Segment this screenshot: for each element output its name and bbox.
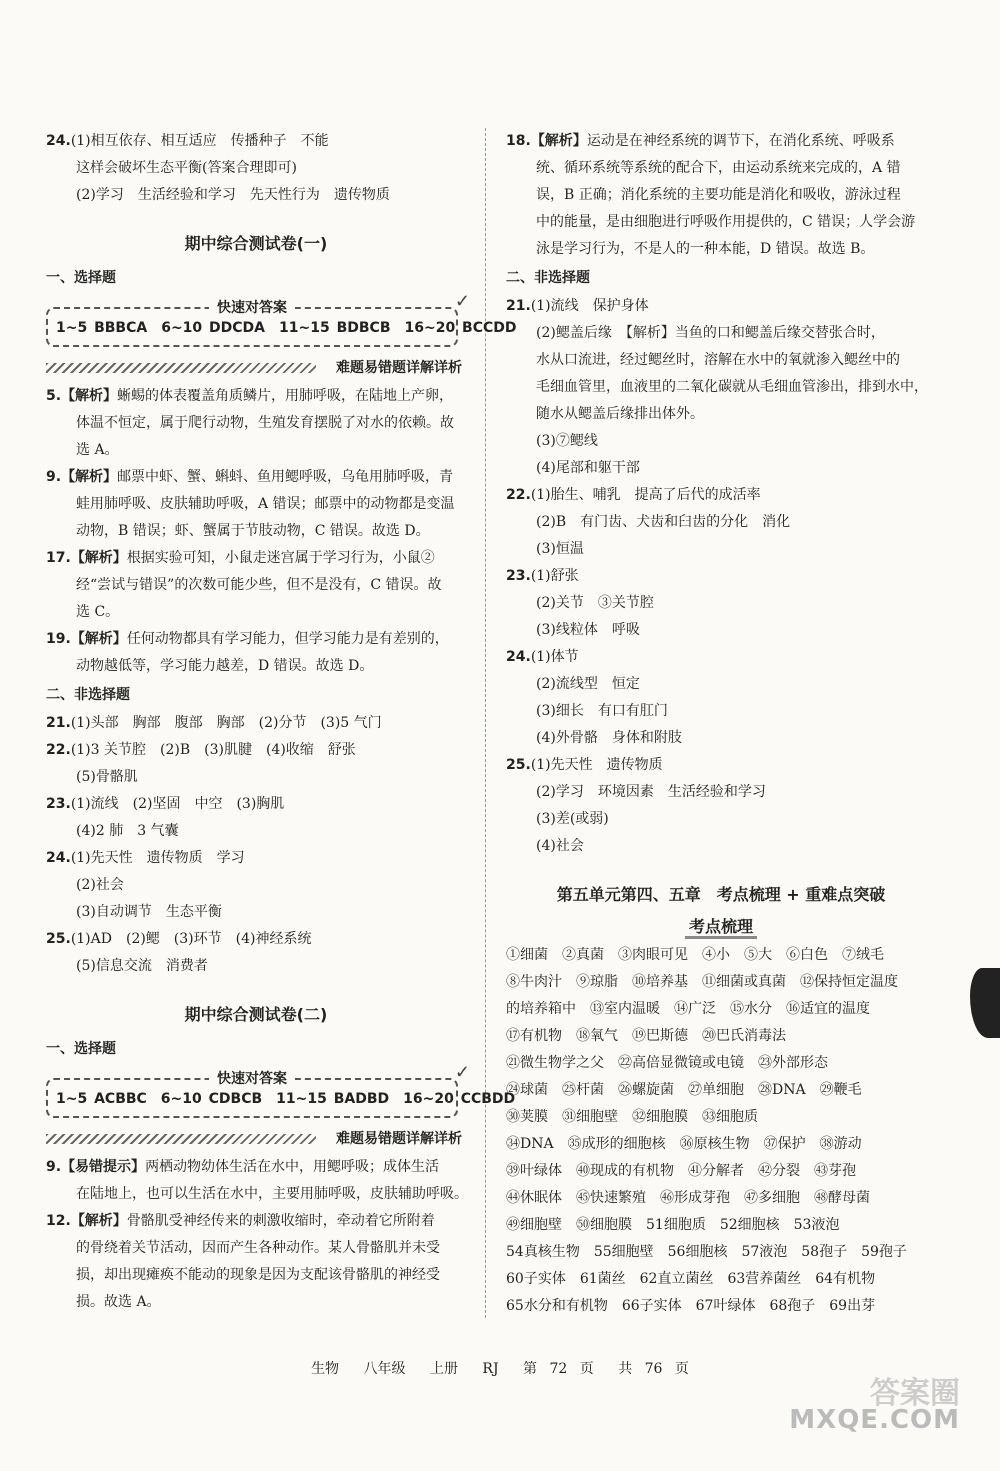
exam1-choice-heading: 一、选择题 xyxy=(46,270,116,286)
explanation-line xyxy=(46,653,466,680)
answer-line xyxy=(46,764,466,791)
line-text: 动物，B 错误；虾、蟹属于节肢动物，C 错误。故选 D。 xyxy=(76,523,430,539)
key-point-line: ①细菌 ②真菌 ③肉眼可见 ④小 ⑤大 ⑥白色 ⑦绒毛 xyxy=(506,947,884,963)
key-point-line: ⑧牛肉汁 ⑨琼脂 ⑩培养基 ⑪细菌或真菌 ⑫保持恒定温度 xyxy=(506,974,898,990)
line-text: 中的能量，是由细胞进行呼吸作用提供的，C 错误；人学会游 xyxy=(536,214,916,230)
line-text: (2)B 有门齿、犬齿和臼齿的分化 消化 xyxy=(536,514,791,530)
explanation-line xyxy=(46,383,466,410)
line-text: 在陆地上，也可以生活在水中，主要用肺呼吸，皮肤辅助呼吸。 xyxy=(76,1186,468,1202)
line-text: (1)体节 xyxy=(530,649,579,665)
key-point-line: 的培养箱中 ⑬室内温暖 ⑭广泛 ⑮水分 ⑯适宜的温度 xyxy=(506,1001,870,1017)
line-text: 的骨绕着关节活动，因而产生各种动作。某人骨骼肌并未受 xyxy=(76,1240,440,1256)
footer-subject: 生物 xyxy=(311,1361,340,1377)
exam1-nonchoice-answers xyxy=(46,710,466,980)
explanation-line xyxy=(46,599,466,626)
key-point-line: ㉞DNA ㉟成形的细胞核 ㊱原核生物 ㊲保护 ㊳游动 xyxy=(506,1136,862,1152)
question-number: 25. xyxy=(46,931,71,947)
answer-line xyxy=(46,155,466,182)
answer-line xyxy=(506,482,936,509)
answer-line xyxy=(506,374,936,401)
answer-line xyxy=(46,926,466,953)
exam1-answer-box xyxy=(46,291,517,347)
question-number: 24. xyxy=(46,850,71,866)
explanation-line xyxy=(46,1154,466,1181)
explanation-line xyxy=(46,464,466,491)
line-text: 水从口流进，经过鳃丝时，溶解在水中的氧就渗入鳃丝中的 xyxy=(536,352,900,368)
column-divider xyxy=(485,128,486,1318)
question-number: 22. xyxy=(46,742,71,758)
question-number: 22. xyxy=(506,487,531,503)
line-text: (4)2 肺 3 气囊 xyxy=(76,823,179,839)
question-number: 19. xyxy=(46,631,71,647)
question-number: 21. xyxy=(506,298,531,314)
checkmark-icon: ✓ xyxy=(454,1062,470,1083)
answer-line xyxy=(506,455,936,482)
line-text: (5)信息交流 消费者 xyxy=(76,958,208,974)
footer-edition: RJ xyxy=(482,1361,499,1377)
line-text: (1)先天性 遗传物质 学习 xyxy=(70,850,245,866)
explanation-line xyxy=(46,518,466,545)
exam2-banner-label: 难题易错题详解详析 xyxy=(336,1131,462,1147)
exam1-explain-banner xyxy=(46,357,466,379)
exam1-explanations xyxy=(46,383,466,680)
question-number: 12. xyxy=(46,1213,71,1229)
explanation-line xyxy=(506,209,936,236)
key-point-line: ㉚荚膜 ㉛细胞壁 ㉜细胞膜 ㉝细胞质 xyxy=(506,1109,758,1125)
line-text: 这样会破坏生态平衡(答案合理即可) xyxy=(76,160,297,176)
key-point-line: ㊹休眠体 ㊺快速繁殖 ㊻形成芽孢 ㊼多细胞 ㊽酵母菌 xyxy=(506,1190,870,1206)
explanation-line xyxy=(506,155,936,182)
explanation-line xyxy=(506,182,936,209)
analysis-tag: 【解析】 xyxy=(70,631,127,647)
answer-line xyxy=(506,428,936,455)
answer-line xyxy=(46,128,466,155)
question-number: 5. xyxy=(46,388,62,404)
question-number: 9. xyxy=(46,469,62,485)
line-text: (2)学习 环境因素 生活经验和学习 xyxy=(536,784,766,800)
line-text: (3)自动调节 生态平衡 xyxy=(76,904,222,920)
explanation-line xyxy=(46,545,466,572)
analysis-tag: 【解析】 xyxy=(70,550,127,566)
question-number: 9. xyxy=(46,1159,62,1175)
unit-subtitle-text: 考点梳理 xyxy=(685,917,757,939)
analysis-tag: 【解析】 xyxy=(61,388,118,404)
line-text: (1)流线 保护身体 xyxy=(530,298,649,314)
answer-line xyxy=(506,401,936,428)
line-text: 蛙用肺呼吸、皮肤辅助呼吸，A 错误；邮票中的动物都是变温 xyxy=(76,496,455,512)
answer-line xyxy=(506,293,936,320)
exam1-nonchoice-heading: 二、非选择题 xyxy=(46,687,130,703)
explanation-line xyxy=(46,1181,466,1208)
banner-stripe xyxy=(46,1134,316,1144)
answer-line xyxy=(46,791,466,818)
line-text: (3)⑦鳃线 xyxy=(536,433,598,449)
line-text: 根据实验可知，小鼠走迷宫属于学习行为，小鼠② xyxy=(126,550,435,566)
answer-line xyxy=(506,779,936,806)
key-point-line: 54真核生物 55细胞壁 56细胞核 57液泡 58孢子 59孢子 xyxy=(506,1244,907,1260)
line-text: (1)胎生、哺乳 提高了后代的成活率 xyxy=(530,487,761,503)
answer-line xyxy=(506,617,936,644)
explanation-line xyxy=(46,572,466,599)
exam2-answer-key: 1~5 ACBBC 6~10 CDBCB 11~15 BADBD 16~20 CCBDD xyxy=(56,1091,516,1107)
line-text: 泳是学习行为，不是人的一种本能，D 错误。故选 B。 xyxy=(536,241,875,257)
answer-line xyxy=(506,671,936,698)
exam2-answer-box xyxy=(46,1062,516,1118)
line-text: (1)流线 (2)坚固 中空 (3)胸肌 xyxy=(70,796,285,812)
footer-volume: 上册 xyxy=(429,1361,458,1377)
line-text: 选 C。 xyxy=(76,604,120,620)
watermark-site: MXQE.COM xyxy=(789,1405,960,1435)
line-text: 任何动物都具有学习能力，但学习能力是有差别的， xyxy=(126,631,449,647)
footer-total: 共 76 页 xyxy=(618,1361,689,1377)
answer-line xyxy=(506,806,936,833)
key-point-line: 60子实体 61菌丝 62直立菌丝 63营养菌丝 64有机物 xyxy=(506,1271,876,1287)
exam1-title: 期中综合测试卷(一) xyxy=(184,234,328,253)
answer-line xyxy=(46,182,466,209)
answer-line xyxy=(506,590,936,617)
explanation-line xyxy=(46,626,466,653)
key-point-line: 65水分和有机物 66子实体 67叶绿体 68孢子 69出芽 xyxy=(506,1298,876,1314)
exam1-banner-label: 难题易错题详解详析 xyxy=(336,360,462,376)
line-text: (2)学习 生活经验和学习 先天性行为 遗传物质 xyxy=(76,187,390,203)
right-nonchoice-heading: 二、非选择题 xyxy=(506,270,590,286)
analysis-tag: 【解析】 xyxy=(61,469,118,485)
exam2-title: 期中综合测试卷(二) xyxy=(184,1005,328,1024)
key-point-line: ㊴叶绿体 ㊵现成的有机物 ㊶分解者 ㊷分裂 ㊸芽孢 xyxy=(506,1163,856,1179)
line-text: (2)社会 xyxy=(76,877,124,893)
unit-subtitle xyxy=(506,912,936,942)
line-text: (1)先天性 遗传物质 xyxy=(530,757,663,773)
explanation-line xyxy=(46,1208,466,1235)
line-text: 选 A。 xyxy=(76,442,119,458)
line-text: (3)线粒体 呼吸 xyxy=(536,622,640,638)
line-text: (2)流线型 恒定 xyxy=(536,676,640,692)
line-text: (5)骨骼肌 xyxy=(76,769,138,785)
answer-line xyxy=(506,725,936,752)
watermark-logo: 答案圈 xyxy=(870,1376,960,1411)
right-explanations xyxy=(506,128,936,263)
key-point-line: ⑰有机物 ⑱氧气 ⑲巴斯德 ⑳巴氏消毒法 xyxy=(506,1028,786,1044)
line-text: (4)社会 xyxy=(536,838,584,854)
analysis-tag: 【解析】 xyxy=(70,1213,127,1229)
page-footer xyxy=(0,1358,1000,1378)
line-text: (4)尾部和躯干部 xyxy=(536,460,640,476)
line-text: 随水从鳃盖后缘排出体外。 xyxy=(536,406,704,422)
line-text: 两栖动物幼体生活在水中，用鳃呼吸；成体生活 xyxy=(145,1159,440,1175)
exam2-choice-heading: 一、选择题 xyxy=(46,1041,116,1057)
explanation-line xyxy=(46,1289,466,1316)
line-text: 运动是在神经系统的调节下，在消化系统、呼吸系 xyxy=(586,133,895,149)
line-text: 邮票中虾、蟹、蝌蚪、鱼用鳃呼吸，乌龟用肺呼吸，青 xyxy=(117,469,454,485)
exam2-answer-box-label: 快速对答案 xyxy=(209,1068,295,1088)
key-point-line: ㉑微生物学之父 ㉒高倍显微镜或电镜 ㉓外部形态 xyxy=(506,1055,828,1071)
explanation-line xyxy=(46,1235,466,1262)
analysis-tag: 【解析】 xyxy=(530,133,587,149)
answer-line xyxy=(46,818,466,845)
question-number: 21. xyxy=(46,715,71,731)
line-text: (4)外骨骼 身体和附肢 xyxy=(536,730,682,746)
line-text: 损。故选 A。 xyxy=(76,1294,161,1310)
answer-line xyxy=(506,563,936,590)
footer-grade: 八年级 xyxy=(363,1361,406,1377)
line-text: 误，B 正确；消化系统的主要功能是消化和吸收，游泳过程 xyxy=(536,187,901,203)
line-text: 损，却出现瘫痪不能动的现象是因为支配该骨骼肌的神经受 xyxy=(76,1267,440,1283)
answer-line xyxy=(506,752,936,779)
explanation-line xyxy=(46,491,466,518)
line-text: 体温不恒定，属于爬行动物，生殖发育摆脱了对水的依赖。故 xyxy=(76,415,454,431)
page-edge-mark xyxy=(970,968,1000,1038)
line-text: (1)3 关节腔 (2)B (3)肌腱 (4)收缩 舒张 xyxy=(70,742,356,758)
explanation-line xyxy=(46,437,466,464)
banner-stripe xyxy=(46,363,316,373)
question-number: 24. xyxy=(46,133,71,149)
exam1-answer-key: 1~5 BBBCA 6~10 DDCDA 11~15 BDBCB 16~20 BCCDD xyxy=(56,320,517,336)
answer-line xyxy=(506,509,936,536)
line-text: (3)恒温 xyxy=(536,541,584,557)
question-number: 18. xyxy=(506,133,531,149)
line-text: 骨骼肌受神经传来的刺激收缩时，牵动着它所附着 xyxy=(126,1213,435,1229)
answer-line xyxy=(46,737,466,764)
line-text: (3)细长 有口有肛门 xyxy=(536,703,668,719)
exam1-answer-box-label: 快速对答案 xyxy=(209,297,295,317)
question-number: 25. xyxy=(506,757,531,773)
line-text: 统、循环系统等系统的配合下，由运动系统来完成的，A 错 xyxy=(536,160,901,176)
explanation-line xyxy=(46,410,466,437)
line-text: (1)舒张 xyxy=(530,568,579,584)
key-point-line: ㊾细胞壁 ㊿细胞膜 51细胞质 52细胞核 53液泡 xyxy=(506,1217,840,1233)
question-number: 23. xyxy=(506,568,531,584)
left-column xyxy=(46,128,517,1316)
line-text: 经“尝试与错误”的次数可能少些，但不是没有，C 错误。故 xyxy=(76,577,442,593)
checkmark-icon: ✓ xyxy=(454,291,470,312)
key-point-line: ㉔球菌 ㉕杆菌 ㉖螺旋菌 ㉗单细胞 ㉘DNA ㉙鞭毛 xyxy=(506,1082,862,1098)
question-number: 24. xyxy=(506,649,531,665)
line-text: (2)鳃盖后缘 【解析】当鱼的口和鳃盖后缘交替张合时， xyxy=(536,325,885,341)
left-intro xyxy=(46,128,466,209)
line-text: (1)头部 胸部 腹部 胸部 (2)分节 (3)5 气门 xyxy=(70,715,382,731)
line-text: (2)关节 ③关节腔 xyxy=(536,595,654,611)
exam2-explain-banner xyxy=(46,1128,466,1150)
footer-page: 第 72 页 xyxy=(523,1361,594,1377)
line-text: 动物越低等，学习能力越差，D 错误。故选 D。 xyxy=(76,658,374,674)
answer-line xyxy=(506,698,936,725)
answer-line xyxy=(46,845,466,872)
line-text: (1)AD (2)鳃 (3)环节 (4)神经系统 xyxy=(70,931,312,947)
question-number: 23. xyxy=(46,796,71,812)
explanation-line xyxy=(506,128,936,155)
answer-line xyxy=(506,347,936,374)
unit-title: 第五单元第四、五章 考点梳理 + 重难点突破 xyxy=(556,885,886,904)
answer-line xyxy=(46,953,466,980)
analysis-tag: 【易错提示】 xyxy=(61,1159,146,1175)
line-text: 蜥蜴的体表覆盖角质鳞片，用肺呼吸，在陆地上产卵， xyxy=(117,388,454,404)
answer-line xyxy=(46,899,466,926)
exam2-explanations xyxy=(46,1154,466,1316)
explanation-line xyxy=(46,1262,466,1289)
explanation-line xyxy=(506,236,936,263)
right-column xyxy=(506,128,936,1320)
answer-line xyxy=(46,710,466,737)
key-points xyxy=(506,942,936,1320)
line-text: (1)相互依存、相互适应 传播种子 不能 xyxy=(70,133,329,149)
answer-line xyxy=(506,644,936,671)
answer-line xyxy=(506,320,936,347)
answer-line xyxy=(506,536,936,563)
answer-line xyxy=(46,872,466,899)
question-number: 17. xyxy=(46,550,71,566)
line-text: (3)差(或弱) xyxy=(536,811,609,827)
line-text: 毛细血管里，血液里的二氧化碳就从毛细血管渗出，排到水中， xyxy=(536,379,928,395)
right-nonchoice-answers xyxy=(506,293,936,860)
answer-line xyxy=(506,833,936,860)
